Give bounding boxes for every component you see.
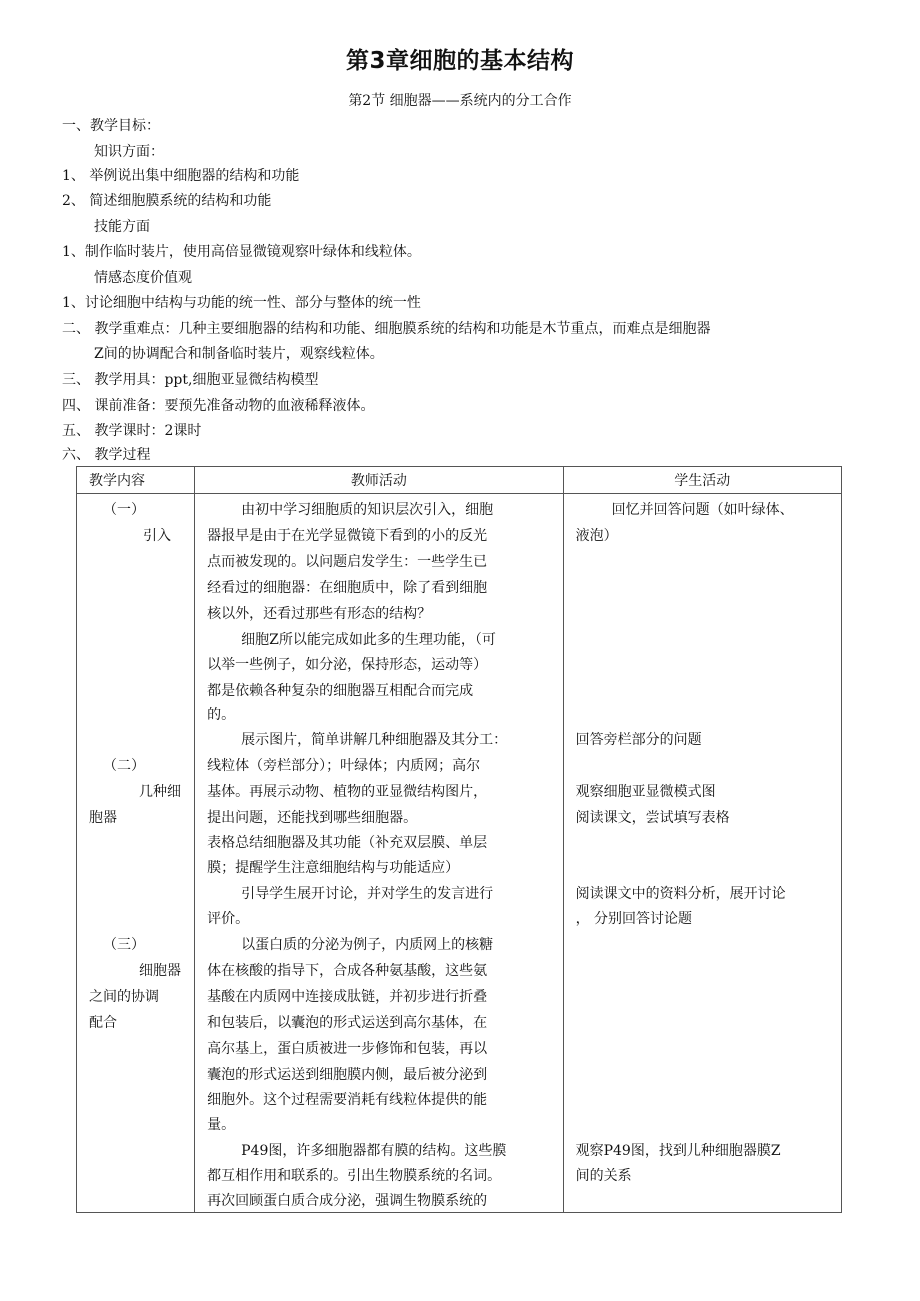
teacher-text-line: 细胞外。这个过程需要消耗有线粒体提供的能	[207, 1092, 488, 1108]
content-label: 引入	[143, 528, 171, 544]
knowledge-item-2: 2、 简述细胞膜系统的结构和功能	[62, 193, 272, 209]
student-text-line: 回忆并回答问题（如叶绿体、	[611, 502, 794, 518]
chapter-title: 第3章细胞的基本结构	[345, 48, 574, 74]
knowledge-heading: 知识方面：	[94, 144, 164, 160]
teacher-text-line: 经看过的细胞器：在细胞质中，除了看到细胞	[207, 580, 488, 596]
knowledge-item-1: 1、 举例说出集中细胞器的结构和功能	[62, 168, 300, 184]
skills-item-1: 1、制作临时装片，使用高倍显微镜观察叶绿体和线粒体。	[62, 244, 421, 260]
student-text-line: 液泡）	[575, 528, 618, 544]
student-text-line: 回答旁栏部分的问题	[575, 732, 702, 748]
teacher-text-line: 以蛋白质的分泌为例子，内质网上的核糖	[241, 937, 494, 953]
key-points-line-2: Z间的协调配合和制备临时装片，观察线粒体。	[94, 346, 384, 362]
student-column	[563, 494, 841, 1213]
table-header-row	[77, 467, 842, 494]
teacher-text-line: 高尔基上，蛋白质被进一步修饰和包装，再以	[207, 1041, 488, 1057]
content-label: （三）	[103, 937, 145, 953]
content-label: 之间的协调	[89, 989, 159, 1005]
teacher-text-line: 基体。再展示动物、植物的亚显微结构图片，	[207, 784, 488, 800]
content-label: 胞器	[89, 810, 117, 826]
teacher-text-line: 点而被发现的。以问题启发学生：一些学生已	[207, 554, 488, 570]
teacher-text-line: 基酸在内质网中连接成肽链，并初步进行折叠	[207, 989, 488, 1005]
student-text-line: ， 分别回答讨论题	[575, 911, 693, 927]
content-label: 配合	[89, 1015, 117, 1031]
teacher-text-line: 都是依赖各种复杂的细胞器互相配合而完成	[207, 683, 474, 699]
student-text-line: 阅读课文中的资料分析，展开讨论	[575, 886, 786, 902]
teaching-tools: 三、 教学用具：ppt,细胞亚显微结构模型	[62, 372, 319, 388]
attitude-heading: 情感态度价值观	[94, 270, 192, 286]
header-content: 教学内容	[77, 467, 195, 494]
teacher-text-line: 评价。	[207, 911, 250, 927]
teacher-text-line: 由初中学习细胞质的知识层次引入，细胞	[241, 502, 494, 518]
content-column	[77, 494, 195, 1213]
teacher-text-line: 细胞Z所以能完成如此多的生理功能，（可	[241, 632, 496, 648]
student-text-line: 观察P49图，找到儿种细胞器膜Z	[575, 1143, 781, 1159]
header-teacher: 教师活动	[195, 467, 563, 494]
teacher-text-line: 都互相作用和联系的。引出生物膜系统的名词。	[207, 1168, 502, 1184]
teacher-column	[195, 494, 563, 1213]
teacher-text-line: 线粒体（旁栏部分）；叶绿体；内质网；高尔	[207, 758, 481, 774]
table-body-row	[77, 494, 842, 1213]
teacher-text-line: 囊泡的形式运送到细胞膜内侧，最后被分泌到	[207, 1067, 488, 1083]
student-text-line: 间的关系	[575, 1168, 632, 1184]
preparation: 四、 课前准备：要预先准备动物的血液稀释液体。	[62, 398, 375, 414]
teacher-text-line: 表格总结细胞器及其功能（补充双层膜、单层	[207, 835, 488, 851]
teacher-text-line: 引导学生展开讨论，并对学生的发言进行	[241, 886, 494, 902]
teacher-text-line: 和包装后，以囊泡的形式运送到高尔基体，在	[207, 1015, 488, 1031]
lesson-hours: 五、 教学课时：2课时	[62, 423, 202, 439]
section-subtitle: 第2节 细胞器——系统内的分工合作	[348, 93, 572, 109]
attitude-item-1: 1、讨论细胞中结构与功能的统一性、部分与整体的统一性	[62, 295, 421, 311]
content-label: （二）	[103, 758, 145, 774]
teacher-text-line: 器报早是由于在光学显微镜下看到的小的反光	[207, 528, 488, 544]
teacher-text-line: 量。	[207, 1117, 236, 1133]
key-points-line-1: 二、 教学重难点：几种主要细胞器的结构和功能、细胞膜系统的结构和功能是木节重点，而难点是细胞器	[62, 321, 711, 337]
teacher-text-line: 体在核酸的指导下，合成各种氨基酸，这些氨	[207, 963, 488, 979]
teacher-text-line: 核以外，还看过那些有形态的结构？	[207, 606, 432, 622]
header-student: 学生活动	[563, 467, 841, 494]
student-text-line: 观察细胞亚显微模式图	[575, 784, 716, 800]
teacher-text-line: 展示图片，简单讲解几种细胞器及其分工：	[241, 732, 508, 748]
teacher-text-line: 以举一些例子，如分泌，保持形态，运动等）	[207, 657, 488, 673]
teacher-text-line: 膜；提醒学生注意细胞结构与功能适应）	[207, 860, 460, 876]
content-label: （一）	[103, 502, 145, 518]
content-label: 细胞器	[139, 963, 181, 979]
teacher-text-line: P49图，许多细胞器都有膜的结构。这些膜	[241, 1143, 507, 1159]
teaching-process-table	[76, 466, 842, 1213]
skills-heading: 技能方面	[94, 219, 150, 235]
objectives-heading: 一、教学目标：	[62, 118, 160, 134]
teacher-text-line: 再次回顾蛋白质合成分泌，强调生物膜系统的	[207, 1193, 488, 1209]
student-text-line: 阅读课文，尝试填写表格	[575, 810, 730, 826]
teacher-text-line: 提出问题，还能找到哪些细胞器。	[207, 810, 418, 826]
content-label: 几种细	[139, 784, 181, 800]
teacher-text-line: 的。	[207, 707, 236, 723]
process-heading: 六、 教学过程	[62, 447, 151, 463]
